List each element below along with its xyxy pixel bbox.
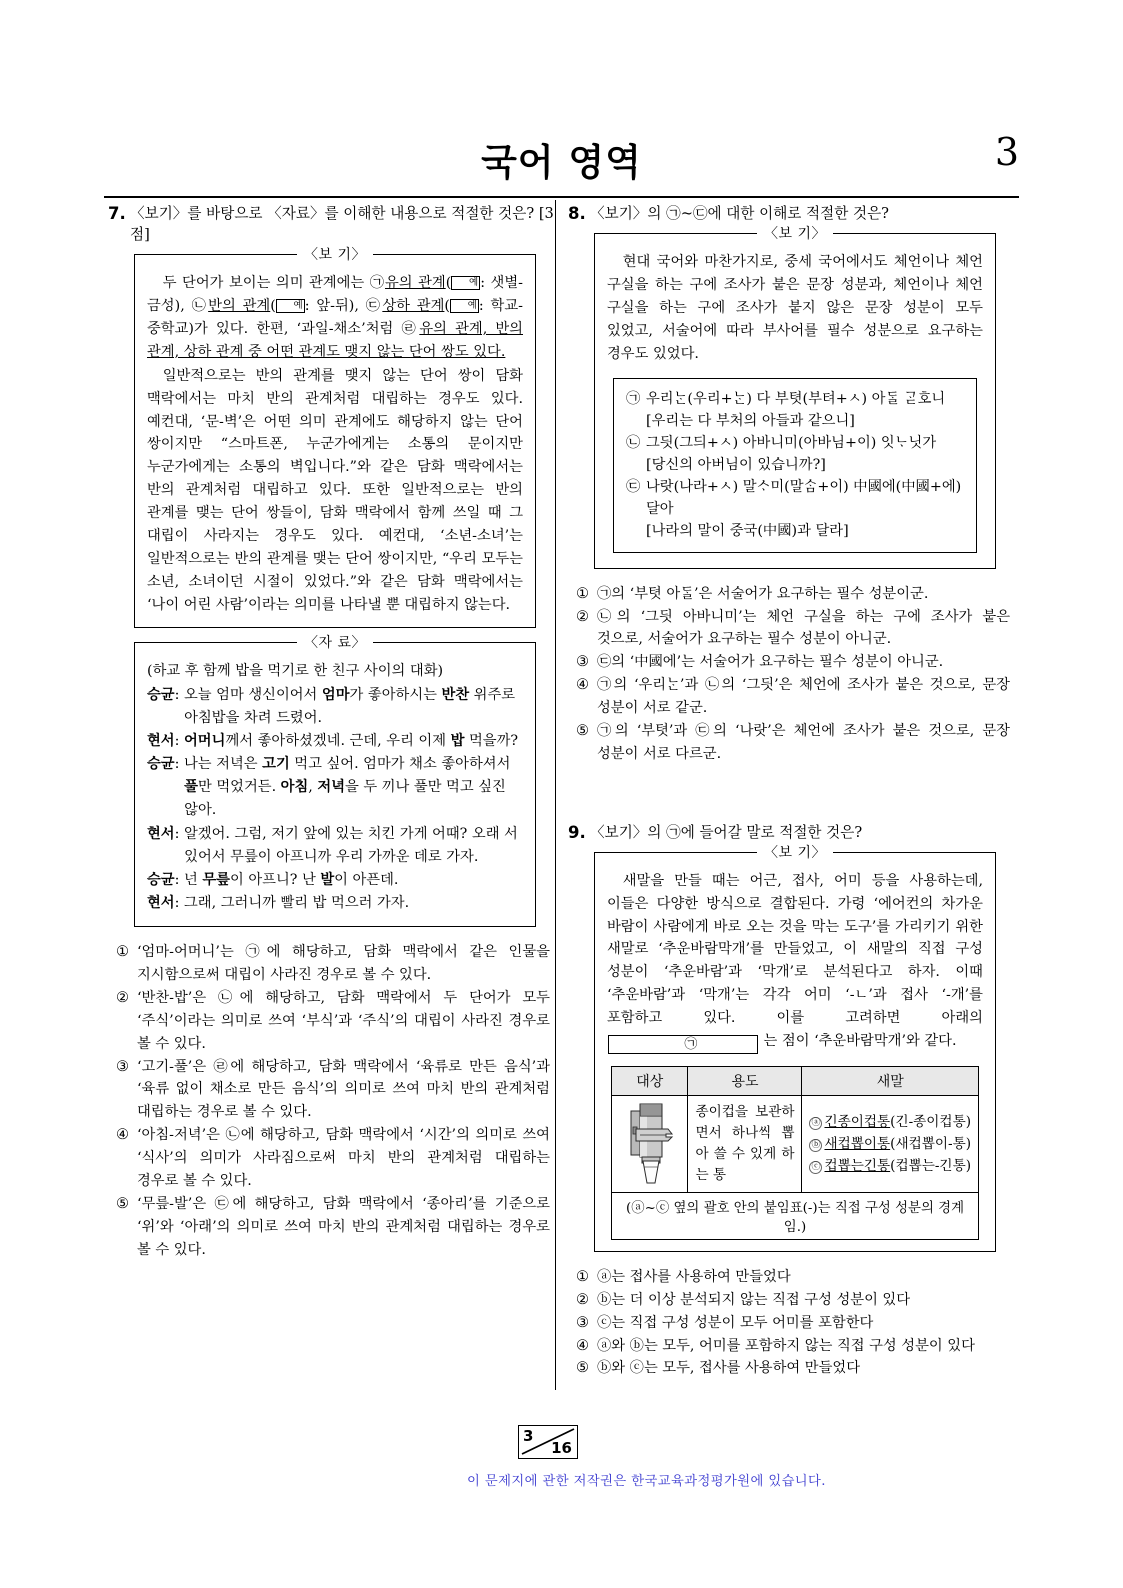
choice-option[interactable] <box>576 674 1010 720</box>
question-8-intro: 현대 국어와 마찬가지로, 중세 국어에서도 체언이나 체언 구실을 하는 구에 조사가 붙은 문장 성분과, 체언이나 체언 구실을 하는 구에 조사가 붙지 않은 문장 성분이 모두 있었고, 서술어에 따라 부사어를 필수 성분으로 요구하는 경우도 있었다. <box>607 254 983 362</box>
list-item: 승균: 오늘 엄마 생신이어서 엄마가 좋아하시는 반찬 위주로 아침밥을 차려 드렸어. <box>147 686 516 726</box>
question-9-bogi-box <box>594 852 996 1252</box>
question-7-number: 7. <box>108 204 126 223</box>
question-7-jaryo-boxwrap <box>134 635 536 927</box>
cup-dispenser-icon <box>622 1101 678 1187</box>
page-indicator-current: 3 <box>523 1427 534 1445</box>
question-7-head <box>108 203 554 245</box>
question-8 <box>568 203 1014 766</box>
choice-text: ㉠의 ‘부텻 아ᄃᆞᆯ’은 서술어가 요구하는 필수 성분이군. <box>597 585 929 602</box>
dialogue-intro: (하교 후 함께 밥을 먹기로 한 친구 사이의 대화) <box>147 663 444 680</box>
choice-text: ⓑ와 ⓒ는 모두, 접사를 사용하여 만들었다 <box>597 1360 861 1377</box>
question-8-prompt: 〈보기〉의 ㉠~㉢에 대한 이해로 적절한 것은? <box>590 205 889 222</box>
newword-marker: ⓒ <box>811 1161 821 1172</box>
newword-marker: ⓐ <box>811 1117 821 1128</box>
choice-option[interactable] <box>576 720 1010 766</box>
list-item: 승균: 나는 저녁은 고기 먹고 싶어. 엄마가 채소 좋아하셔서 풀만 먹었거든. 아침, 저녁을 두 끼나 풀만 먹고 싶진 않아. <box>147 756 511 819</box>
example-marker: ㉢ <box>626 479 641 496</box>
example-text: 나랏(나라+ㅅ) 말ᄉᆞ미(말ᄉᆞᆷ+이) 中國에(中國+에) 달아 <box>646 479 962 518</box>
column-header-newword: 새말 <box>802 1066 979 1095</box>
newword-marker: ⓑ <box>811 1139 821 1150</box>
newword-paren: (긴-종이컵통) <box>890 1113 971 1130</box>
question-9-head <box>568 822 1014 843</box>
header-divider-rule <box>104 196 1019 198</box>
list-item <box>626 432 966 454</box>
middle-korean-examples-box <box>613 378 977 553</box>
newword-text: 새컵뽑이통 <box>824 1135 891 1152</box>
blank-placeholder: ㉠ <box>608 1035 758 1054</box>
page-title: 국어 영역 <box>481 141 642 184</box>
choice-option[interactable] <box>576 1266 1010 1289</box>
question-9-passage-after: 는 점이 ‘추운바람막개’와 같다. <box>763 1032 957 1049</box>
choice-marker: ④ <box>116 1127 129 1144</box>
choice-option[interactable] <box>576 583 1010 606</box>
choice-text: ㉠의 ‘부텻’과 ㉢의 ‘나랏’은 체언에 조사가 붙은 것으로, 문장 성분이 서로 다르군. <box>597 722 1010 762</box>
question-9-bogi-boxwrap <box>594 844 996 1252</box>
choice-option[interactable] <box>576 1289 1010 1312</box>
right-column <box>568 203 1014 1382</box>
choice-option[interactable] <box>576 606 1010 652</box>
choice-text: ⓑ는 더 이상 분석되지 않는 직접 구성 성분이 있다 <box>597 1291 911 1308</box>
list-item <box>626 476 966 520</box>
choice-option[interactable] <box>576 1312 1010 1335</box>
newword-table <box>611 1066 979 1193</box>
choice-text: ㉠의 ‘우리ᄂᆞᆫ’과 ㉡의 ‘그딋’은 체언에 조사가 붙은 것으로, 문장 성분이 서로 같군. <box>597 677 1010 716</box>
choice-option[interactable] <box>116 941 550 987</box>
page-indicator-box <box>518 1425 578 1459</box>
example-gloss: [당신의 아버님이 있습니까?] <box>646 457 826 473</box>
choice-option[interactable] <box>116 987 550 1056</box>
choice-text: ⓐ와 ⓑ는 모두, 어미를 포함하지 않는 직접 구성 성분이 있다 <box>597 1337 975 1354</box>
column-header-target: 대상 <box>612 1066 688 1095</box>
choice-option[interactable] <box>116 1193 550 1262</box>
choice-text: ㉢의 ‘中國에’는 서술어가 요구하는 필수 성분이 아니군. <box>597 654 944 671</box>
choice-marker: ② <box>116 989 129 1006</box>
paper-cup-dispenser-illustration <box>612 1095 688 1192</box>
newword-text: 컵뽑는긴통 <box>824 1157 891 1174</box>
choice-option[interactable] <box>576 651 1010 674</box>
choice-option[interactable] <box>116 1124 550 1193</box>
table-footnote: (ⓐ~ⓒ 옆의 괄호 안의 붙임표(-)는 직접 구성 성분의 경계임.) <box>611 1193 979 1240</box>
dialogue-list <box>147 660 523 915</box>
choice-text: ㉡의 ‘그딋 아바니미’는 체언 구실을 하는 구에 조사가 붙은 것으로, 서술어가 요구하는 필수 성분이 아니군. <box>597 608 1010 648</box>
example-marker: ㉡ <box>626 434 641 451</box>
choice-marker: ⑤ <box>576 722 589 739</box>
column-header-use: 용도 <box>688 1066 802 1095</box>
question-9-bogi-label: 〈보 기〉 <box>594 842 996 862</box>
question-7-jaryo-box <box>134 642 536 927</box>
table-header-row <box>612 1066 979 1095</box>
choice-option[interactable] <box>576 1357 1010 1380</box>
question-9-prompt: 〈보기〉의 ㉠에 들어갈 말로 적절한 것은? <box>590 823 863 841</box>
example-marker: ㉠ <box>626 390 641 407</box>
choice-marker: ② <box>576 1291 589 1308</box>
list-item: 승균: 넌 무릎이 아프니? 난 발이 아픈데. <box>147 871 399 888</box>
question-7-bogi-box <box>134 254 536 628</box>
question-7-prompt: 〈보기〉를 바탕으로 〈자료〉를 이해한 내용으로 적절한 것은? [3점] <box>130 205 554 244</box>
choice-marker: ③ <box>116 1058 129 1075</box>
question-8-head <box>568 203 1014 224</box>
newword-text: 긴종이컵통 <box>824 1113 891 1130</box>
newword-cell <box>802 1095 979 1192</box>
question-7-jaryo-label: 〈자 료〉 <box>134 632 536 652</box>
question-7 <box>108 203 554 1261</box>
bogi-paragraph-1: 두 단어가 보이는 의미 관계에는 ㉠유의 관계( 예 : 샛별-금성), ㉡반의 관계( 예 : 앞-뒤), ㉢상하 관계( 예 : 학교-중학교)가 있다. 한편, ‘과일-채소’처럼 ㉣유의 관계, 반의 관계, 상하 관계 중 어떤 관계도 맺지 않는 단어 쌍도 있다. <box>147 275 523 360</box>
example-gloss: [우리는 다 부처의 아들과 같으니] <box>646 412 855 429</box>
choice-marker: ① <box>116 944 129 961</box>
question-9-number: 9. <box>568 822 586 842</box>
choice-marker: ⑤ <box>116 1195 129 1212</box>
choice-marker: ② <box>576 608 589 625</box>
question-8-number: 8. <box>568 204 586 223</box>
example-text: 그딋(그듸+ㅅ) 아바니미(아바님+이) 잇ᄂᆞ닛가 <box>646 434 937 451</box>
choice-marker: ④ <box>576 1337 589 1354</box>
list-item <box>809 1133 971 1155</box>
example-gloss: [나라의 말이 중국(中國)과 달라] <box>646 523 849 540</box>
column-divider-rule <box>555 200 556 1390</box>
choice-text: ⓒ는 직접 구성 성분이 모두 어미를 포함한다 <box>597 1314 874 1331</box>
choice-text: ⓐ는 접사를 사용하여 만들었다 <box>597 1268 791 1285</box>
example-text: 우리ᄂᆞᆫ(우리+ᄂᆞᆫ) 다 부텻(부텨+ㅅ) 아ᄃᆞᆯ ᄀᆞᆮ호니 <box>646 390 946 407</box>
header-page-number: 3 <box>994 130 1019 174</box>
list-item: 현서: 그래, 그러니까 빨리 밥 먹으러 가자. <box>147 895 410 911</box>
question-9-passage <box>607 870 983 1054</box>
newword-paren: (새컵뽑이-통) <box>890 1135 971 1152</box>
left-column <box>108 203 554 1263</box>
page-header <box>104 132 1019 194</box>
choice-marker: ③ <box>576 1314 589 1331</box>
choice-marker: ⑤ <box>576 1360 589 1377</box>
question-9-choices <box>576 1266 1010 1380</box>
list-item: 현서: 어머니께서 좋아하셨겠네. 근데, 우리 이제 밥 먹을까? <box>147 732 519 749</box>
question-8-bogi-box <box>594 233 996 568</box>
question-8-choices <box>576 583 1010 766</box>
question-7-bogi-boxwrap <box>134 247 536 628</box>
list-item <box>809 1155 971 1177</box>
question-8-bogi-boxwrap <box>594 226 996 568</box>
table-row <box>612 1095 979 1192</box>
choice-marker: ④ <box>576 677 589 694</box>
list-item <box>626 388 966 410</box>
newword-paren: (컵뽑는-긴통) <box>890 1157 971 1174</box>
list-item <box>809 1111 971 1133</box>
choice-marker: ① <box>576 1268 589 1285</box>
question-9 <box>568 822 1014 1381</box>
question-9-table-wrap <box>611 1066 979 1240</box>
choice-text: ‘반찬-밥’은 ㉡에 해당하고, 담화 맥락에서 두 단어가 모두 ‘주식’이라는 의미로 쓰여 ‘부식’과 ‘주식’의 대립이 사라진 경우로 볼 수 있다. <box>137 989 550 1052</box>
question-9-passage-before: 새말을 만들 때는 어근, 접사, 어미 등을 사용하는데, 이들은 다양한 방식으로 결합된다. 가령 ‘에어컨의 차가운 바람이 사람에게 바로 오는 것을 막는 도구’를 가리키기 위한 새말로 ‘추운바람막개’를 만들었고, 이 새말의 직접 구성 성분이 ‘추운바람’과 ‘막개’로 분석된다고 하자. 이때 ‘추운바람’과 ‘막개’는 각각 어미 ‘-ㄴ’과 접사 ‘-개’를 포함하고 있다. 이를 고려하면 아래의 <box>607 872 983 1027</box>
copyright-notice: 이 문제지에 관한 저작권은 한국교육과정평가원에 있습니다. <box>467 1474 826 1489</box>
question-7-bogi-label: 〈보 기〉 <box>134 244 536 264</box>
page-indicator-total: 16 <box>551 1439 572 1457</box>
list-item: 현서: 알겠어. 그럼, 저기 앞에 있는 치킨 가게 어때? 오래 서 있어서 무릎이 아프니까 우리 가까운 데로 가자. <box>147 825 518 865</box>
choice-text: ‘고기-풀’은 ㉣에 해당하고, 담화 맥락에서 ‘육류로 만든 음식’과 ‘육류 없이 채소로 만든 음식’의 의미로 쓰여 마치 반의 관계처럼 대립하는 경우로 볼 수 있다. <box>137 1058 550 1121</box>
bogi-paragraph-2: 일반적으로는 반의 관계를 맺지 않는 단어 쌍이 담화 맥락에서는 마치 반의 관계처럼 대립하는 경우도 있다. 예컨대, ‘문-벽’은 어떤 의미 관계에도 해당하지 않는 단어 쌍이지만 “스마트폰, 누군가에게는 소통의 문이지만 누군가에게는 소통의 벽입니다.”와 같은 담화 맥락에서는 반의 관계처럼 대립하고 있다. 또한 일반적으로는 반의 관계를 맺는 단어 쌍들이, 담화 맥락에서 함께 쓰일 때 그 대립이 사라지는 경우도 있다. 예컨대, ‘소년-소녀’는 일반적으로는 반의 관계를 맺는 단어 쌍이지만, “우리 모두는 소년, 소녀이던 시절이 있었다.”와 같은 담화 맥락에서는 ‘나이 어린 사람’이라는 의미를 나타낼 뿐 대립하지 않는다. <box>147 367 523 613</box>
choice-text: ‘아침-저녁’은 ㉡에 해당하고, 담화 맥락에서 ‘시간’의 의미로 쓰여 ‘식사’의 의미가 사라짐으로써 마치 반의 관계처럼 대립하는 경우로 볼 수 있다. <box>137 1127 550 1189</box>
choice-marker: ③ <box>576 654 589 671</box>
use-description: 종이컵을 보관하면서 하나씩 뽑아 쓸 수 있게 하는 통 <box>688 1095 802 1192</box>
choice-option[interactable] <box>576 1335 1010 1358</box>
choice-marker: ① <box>576 585 589 602</box>
question-8-bogi-label: 〈보 기〉 <box>594 223 996 243</box>
choice-text: ‘무릎-발’은 ㉢에 해당하고, 담화 맥락에서 ‘종아리’를 기준으로 ‘위’와 ‘아래’의 의미로 쓰여 마치 반의 관계처럼 대립하는 경우로 볼 수 있다. <box>137 1195 550 1258</box>
question-7-choices <box>116 941 550 1261</box>
choice-text: ‘엄마-어머니’는 ㉠에 해당하고, 담화 맥락에서 같은 인물을 지시함으로써 대립이 사라진 경우로 볼 수 있다. <box>137 944 550 984</box>
choice-option[interactable] <box>116 1056 550 1125</box>
